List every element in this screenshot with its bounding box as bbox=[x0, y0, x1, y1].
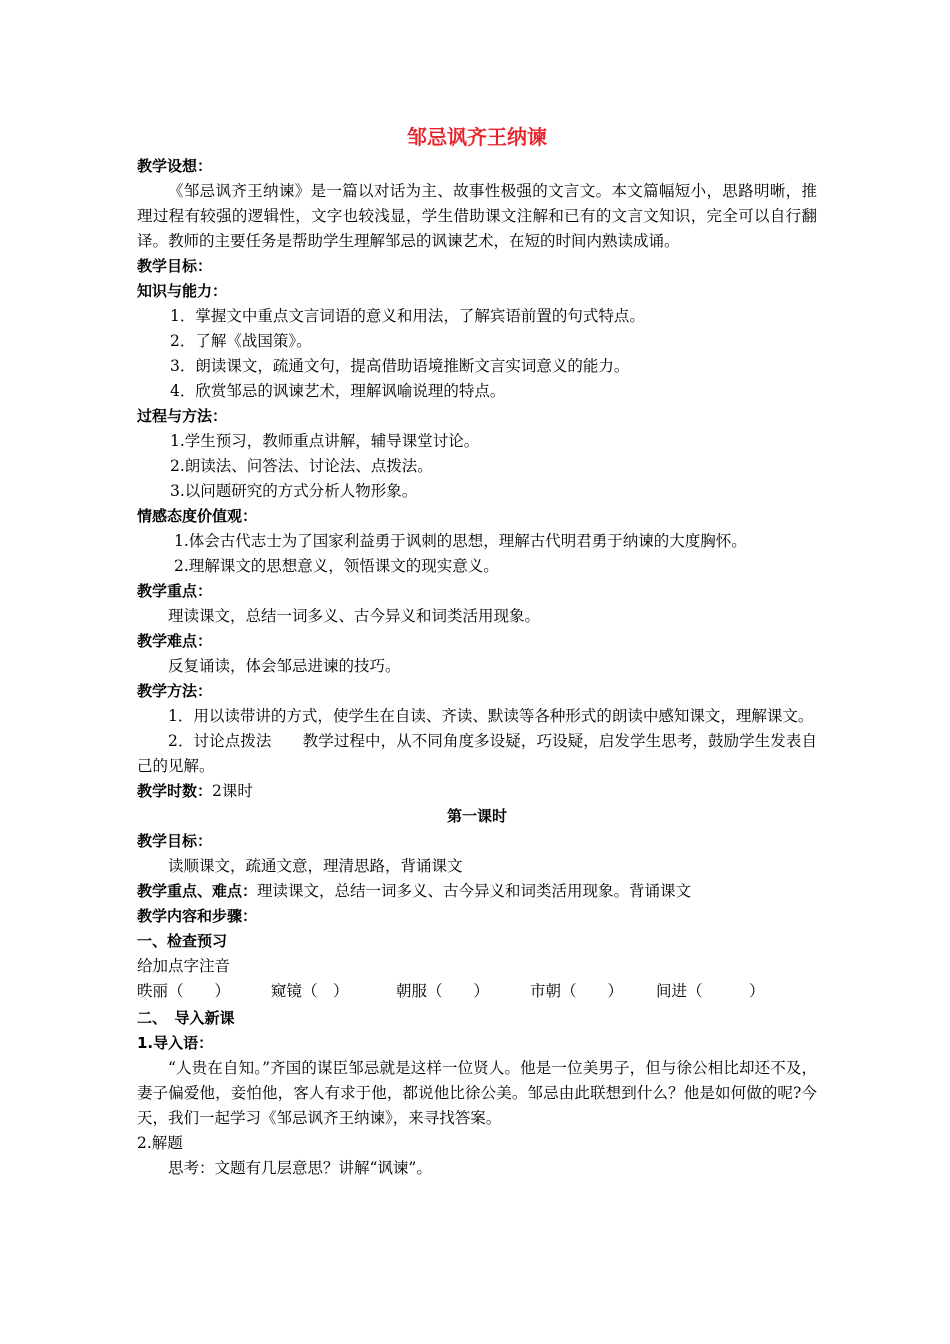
method-item: 2．讨论点拨法 教学过程中，从不同角度多设疑，巧设疑，启发学生思考，鼓励学生发表自己的见解。 bbox=[137, 732, 817, 775]
goals-heading: 教学目标： bbox=[137, 257, 213, 275]
pinyin-item: 窥镜（ ） bbox=[271, 982, 349, 1000]
difficulty-heading: 教学难点： bbox=[137, 632, 213, 650]
lesson1-key-line bbox=[137, 879, 817, 904]
document-title: 邹忌讽齐王纳谏 bbox=[407, 125, 547, 149]
key-points-text: 理读课文，总结一词多义、古今异义和词类活用现象。 bbox=[168, 607, 541, 625]
title-explain: 2.解题 bbox=[137, 1134, 183, 1152]
methods-heading: 教学方法： bbox=[137, 682, 213, 700]
lesson1-key-heading: 教学重点、难点： bbox=[137, 882, 258, 900]
intro-paragraph: “人贵在自知。”齐国的谋臣邹忌就是这样一位贤人。他是一位美男子，但与徐公相比却还不及，妻子偏爱他，妾怕他，客人有求于他，都说他比徐公美。邹忌由此联想到什么？他是如何做的呢?今天，我们一起学习《邹忌讽齐王纳谏》，来寻找答案。 bbox=[137, 1059, 817, 1127]
pinyin-item: 朝服（ ） bbox=[396, 982, 490, 1000]
lesson1-goal-heading: 教学目标： bbox=[137, 832, 213, 850]
process-item: 2.朗读法、问答法、讨论法、点拨法。 bbox=[170, 457, 433, 475]
pinyin-label: 给加点字注音 bbox=[137, 957, 231, 975]
difficulty-text: 反复诵读，体会邹忌进谏的技巧。 bbox=[168, 657, 401, 675]
lesson1-key-text: 理读课文，总结一词多义、古今异义和词类活用现象。背诵课文 bbox=[257, 882, 692, 900]
section1-heading: 一、检查预习 bbox=[137, 932, 228, 950]
think-question: 思考：文题有几层意思？讲解“讽谏”。 bbox=[168, 1159, 432, 1177]
hours-text: 2课时 bbox=[212, 782, 253, 800]
method-item: 1．用以读带讲的方式，使学生在自读、齐读、默读等各种形式的朗读中感知课文，理解课文。 bbox=[168, 707, 814, 725]
pinyin-item: 昳丽（ ） bbox=[137, 982, 231, 1000]
knowledge-item: 1．掌握文中重点文言词语的意义和用法，了解宾语前置的句式特点。 bbox=[170, 307, 645, 325]
emotion-item: 2.理解课文的思想意义，领悟课文的现实意义。 bbox=[174, 557, 499, 575]
lesson1-goal-text: 读顺课文，疏通文意，理清思路，背诵课文 bbox=[168, 857, 463, 875]
emotion-heading: 情感态度价值观： bbox=[137, 507, 258, 525]
process-heading: 过程与方法： bbox=[137, 407, 228, 425]
emotion-item: 1.体会古代志士为了国家利益勇于讽刺的思想，理解古代明君勇于纳谏的大度胸怀。 bbox=[174, 532, 747, 550]
knowledge-item: 3．朗读课文，疏通文句，提高借助语境推断文言实词意义的能力。 bbox=[170, 357, 630, 375]
pinyin-item: 市朝（ ） bbox=[530, 982, 624, 1000]
knowledge-item: 4．欣赏邹忌的讽谏艺术，理解讽喻说理的特点。 bbox=[170, 382, 506, 400]
lesson1-heading: 第一课时 bbox=[446, 807, 507, 825]
intro-heading: 1.导入语： bbox=[137, 1034, 214, 1052]
document-page bbox=[137, 120, 817, 1181]
steps-heading: 教学内容和步骤： bbox=[137, 907, 258, 925]
hours-heading: 教学时数： bbox=[137, 782, 213, 800]
hours-line bbox=[137, 779, 817, 804]
knowledge-item: 2．了解《战国策》。 bbox=[170, 332, 312, 350]
process-item: 1.学生预习，教师重点讲解，辅导课堂讨论。 bbox=[170, 432, 480, 450]
process-item: 3.以问题研究的方式分析人物形象。 bbox=[170, 482, 418, 500]
design-heading: 教学设想： bbox=[137, 157, 213, 175]
design-paragraph: 《邹忌讽齐王纳谏》是一篇以对话为主、故事性极强的文言文。本文篇幅短小，思路明晰，推理过程有较强的逻辑性，文字也较浅显，学生借助课文注解和已有的文言文知识，完全可以自行翻译。教师的主要任务是帮助学生理解邹忌的讽谏艺术，在短的时间内熟读成诵。 bbox=[137, 182, 817, 250]
section2-heading: 二、 导入新课 bbox=[137, 1009, 235, 1027]
key-points-heading: 教学重点： bbox=[137, 582, 213, 600]
pinyin-row bbox=[137, 979, 817, 1006]
knowledge-heading: 知识与能力： bbox=[137, 282, 228, 300]
pinyin-item: 间进（ ） bbox=[656, 982, 765, 1000]
